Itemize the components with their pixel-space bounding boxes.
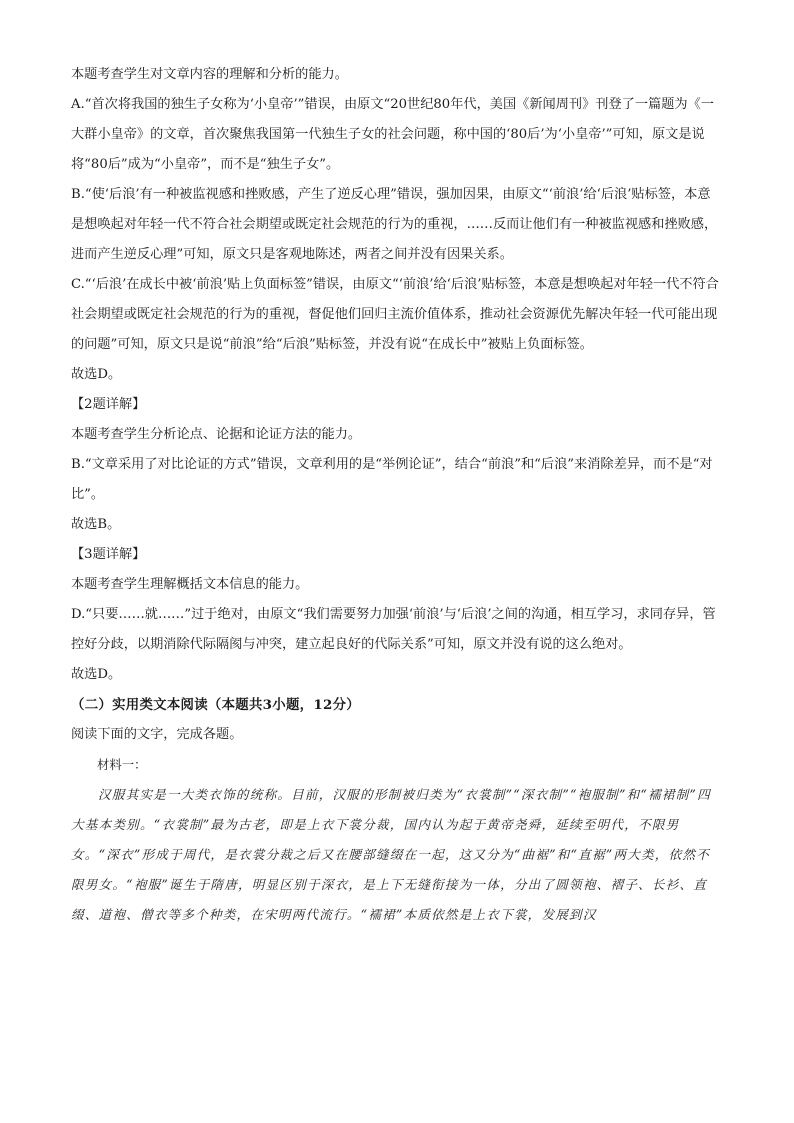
q2-answer: 故选B。 [71,517,121,532]
q2-intro: 本题考查学生分析论点、论据和论证方法的能力。 [71,427,362,442]
q3-option-d: D.“只要……就……”过于绝对，由原文“我们需要努力加强‘前浪’与‘后浪’之间的沟通，相互学习，求同存异，管控好分歧，以期消除代际隔阂与冲突，建立起良好的代际关系”可知，原文并没有说的这么绝对。 [71,607,716,652]
q1-option-a: A.“首次将我国的独生子女称为‘小皇帝’”错误，由原文“20世纪80年代，美国《新闻周刊》刊登了一篇题为《一大群小皇帝》的文章，首次聚焦我国第一代独生子女的社会问题，称中国的‘80后’为‘小皇帝’”可知，原文是说将“80后”成为“小皇帝”，而不是“独生子女”。 [71,97,714,172]
q1-option-b: B.“使‘后浪’有一种被监视感和挫败感，产生了逆反心理”错误，强加因果，由原文“‘前浪’给‘后浪’贴标签，本意是想唤起对年轻一代不符合社会期望或既定社会规范的行为的重视，……反而让他们有一种被监视感和挫败感，进而产生逆反心理”可知，原文只是客观地陈述，两者之间并没有因果关系。 [71,187,718,262]
document-page [71,60,723,930]
q3-answer: 故选D。 [71,667,122,682]
q2-heading: 【2题详解】 [71,397,146,412]
q3-intro: 本题考查学生理解概括文本信息的能力。 [71,577,309,592]
material-text: 汉服其实是一大类衣饰的统称。目前，汉服的形制被归类为“衣裳制”“深衣制”“袍服制”和“襦裙制”四大基本类别。“衣裳制”最为古老，即是上衣下裳分裁，国内认为起于黄帝尧舜，延续至明代，不限男女。“深衣”形成于周代，是衣裳分裁之后又在腰部缝缀在一起，这又分为“曲裾”和“直裾”两大类，依然不限男女。“袍服”诞生于隋唐，明显区别于深衣，是上下无缝衔接为一体，分出了圆领袍、褶子、长衫、直缀、道袍、僧衣等多个种类，在宋明两代流行。“襦裙”本质依然是上衣下裳，发展到汉 [71,787,711,922]
q1-intro: 本题考查学生对文章内容的理解和分析的能力。 [71,67,348,82]
q2-option-b: B.“文章采用了对比论证的方式”错误，文章利用的是“举例论证”，结合“前浪”和“后浪”来消除差异，而不是“对比”。 [71,457,713,502]
q1-answer: 故选D。 [71,367,122,382]
part2-title: （二）实用类文本阅读（本题共3小题，12分） [71,697,360,713]
part2-instruction: 阅读下面的文字，完成各题。 [71,727,243,742]
material-label: 材料一： [97,757,147,772]
q1-option-c: C.“‘后浪’在成长中被‘前浪’贴上负面标签”错误，由原文“‘前浪’给‘后浪’贴标签，本意是想唤起对年轻一代不符合社会期望或既定社会规范的行为的重视，督促他们回归主流价值体系，推动社会资源优先解决年轻一代可能出现的问题”可知，原文只是说“前浪”给“后浪”贴标签，并没有说“在成长中”被贴上负面标签。 [71,277,719,352]
q3-heading: 【3题详解】 [71,547,146,562]
